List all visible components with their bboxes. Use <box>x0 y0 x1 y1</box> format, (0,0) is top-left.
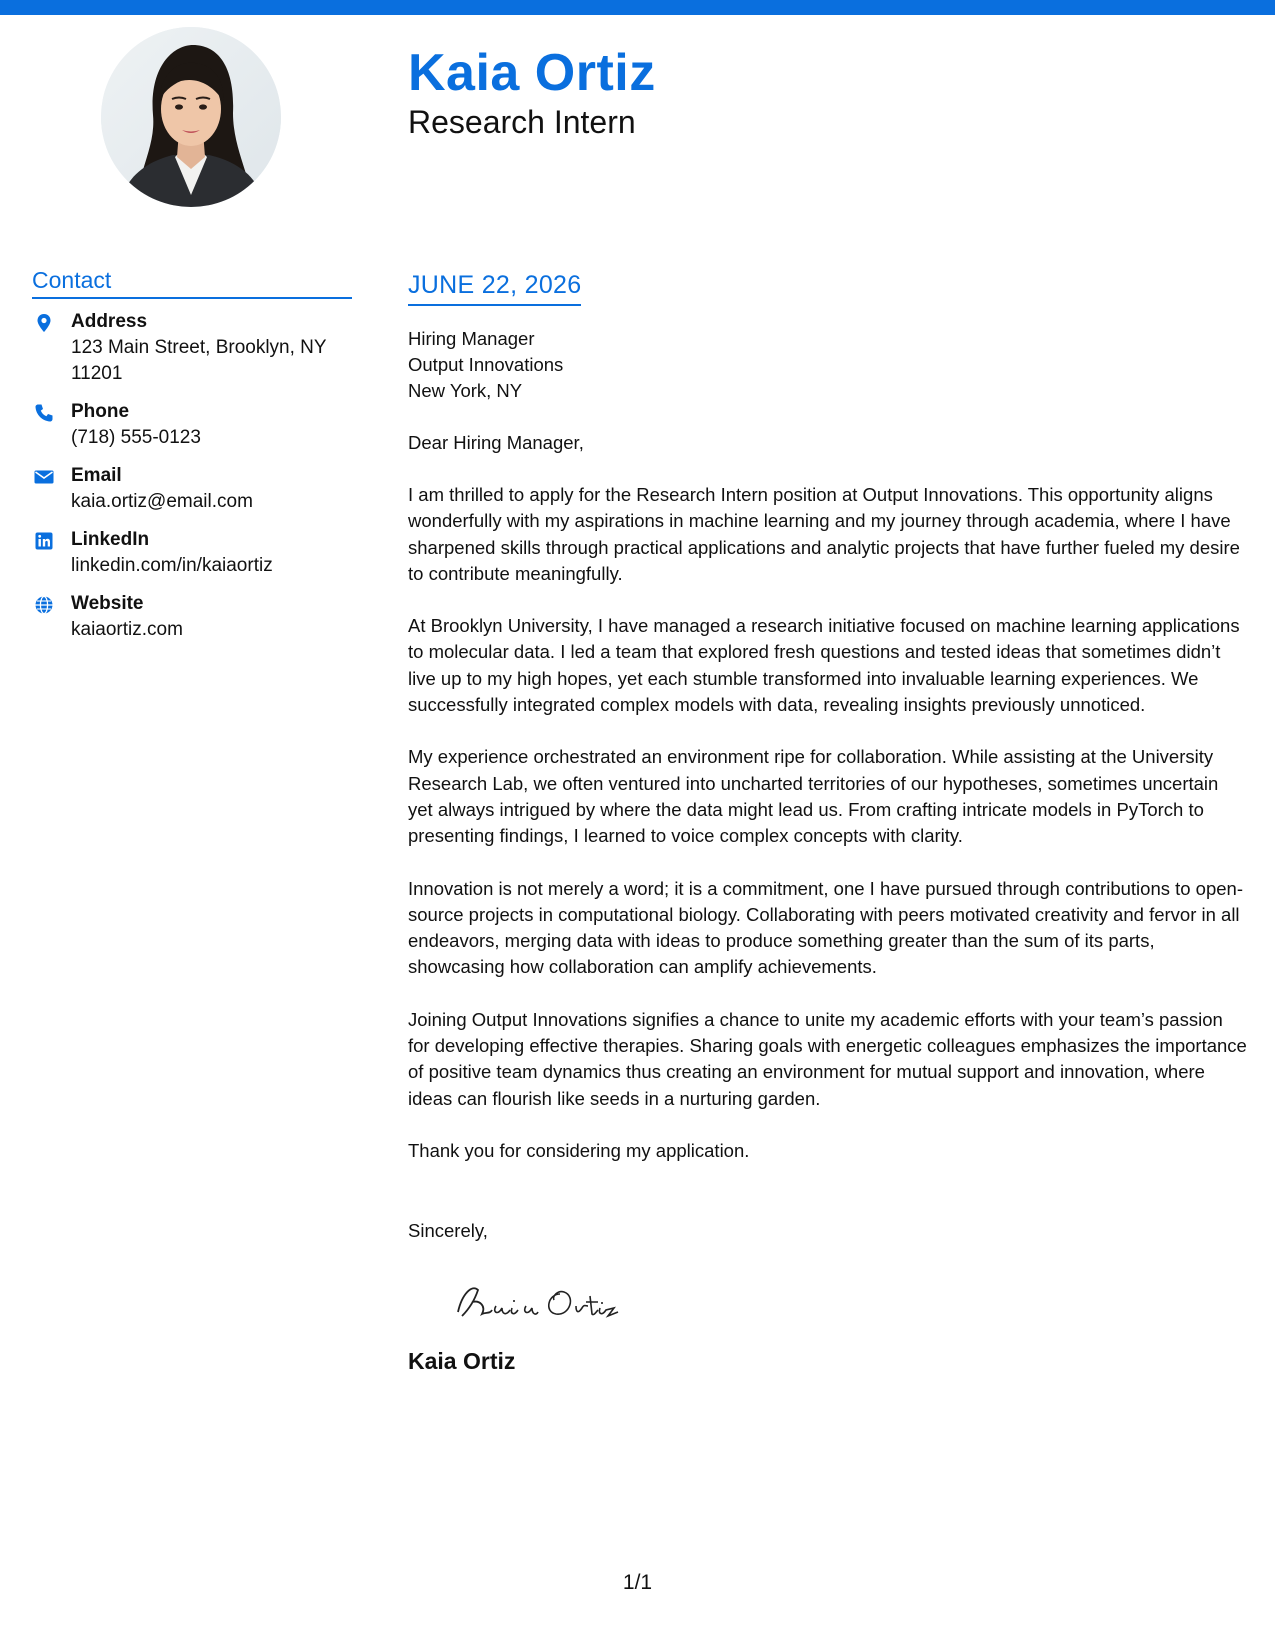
website-value: kaiaortiz.com <box>71 619 183 640</box>
top-accent-bar <box>0 0 1275 15</box>
contact-item-address <box>32 309 352 387</box>
contact-item-phone <box>32 399 352 451</box>
linkedin-value: linkedin.com/in/kaiaortiz <box>71 555 273 576</box>
closing: Sincerely, <box>408 1219 488 1241</box>
phone-icon <box>34 403 54 423</box>
linkedin-icon <box>34 531 54 551</box>
recipient-line: Output Innovations <box>408 354 564 375</box>
body-paragraph: My experience orchestrated an environment ripe for collaboration. While assisting at the University Research Lab, we often ventured into uncharted territories of our hypotheses, sometimes uncertain yet always intrigued by where the data might lead us. From crafting intricate models in PyTorch to presenting findings, I learned to voice complex concepts with clarity. <box>408 746 1219 847</box>
salutation: Dear Hiring Manager, <box>408 432 584 453</box>
recipient-line: New York, NY <box>408 380 523 401</box>
contact-item-email <box>32 463 352 515</box>
body-paragraph: Innovation is not merely a word; it is a commitment, one I have pursued through contributions to open-source projects in computational biology. Collaborating with peers motivated creativity and fervor in all endeavors, merging data with ideas to produce something greater than the sum of its parts, showcasing how collaboration can amplify achievements. <box>408 877 1244 978</box>
map-pin-icon <box>34 313 54 333</box>
letter-body <box>408 268 1248 1376</box>
phone-label: Phone <box>71 401 130 422</box>
contact-item-website <box>32 591 352 643</box>
address-label: Address <box>71 311 148 332</box>
contact-item-linkedin <box>32 527 352 579</box>
email-value: kaia.ortiz@email.com <box>71 491 253 512</box>
body-paragraph: I am thrilled to apply for the Research Intern position at Output Innovations. This opportunity aligns wonderfully with my aspirations in machine learning and my journey through academia, where I have sharpened skills through practical applications and analytic projects that have further fueled my desire to contribute meaningfully. <box>408 484 1240 584</box>
linkedin-label: LinkedIn <box>71 529 150 550</box>
applicant-name: Kaia Ortiz <box>408 44 656 102</box>
handwritten-signature <box>448 1272 1248 1332</box>
website-label: Website <box>71 593 144 614</box>
letter-date: JUNE 22, 2026 <box>408 268 581 306</box>
profile-photo <box>101 27 281 207</box>
contact-heading: Contact <box>32 265 352 299</box>
phone-value: (718) 555-0123 <box>71 427 201 448</box>
address-value: 123 Main Street, Brooklyn, NY 11201 <box>71 337 327 384</box>
contact-sidebar <box>32 265 352 655</box>
body-paragraph: At Brooklyn University, I have managed a research initiative focused on machine learning applications to molecular data. I led a team that explored fresh questions and tested ideas that sometimes didn’t live up to my high hopes, yet each stumble transformed into invaluable learning experiences. We successfully integrated complex models with data, revealing insights previously unnoticed. <box>408 615 1240 716</box>
recipient-line: Hiring Manager <box>408 328 535 349</box>
email-icon <box>34 467 54 487</box>
signer-name: Kaia Ortiz <box>408 1347 516 1374</box>
page-number: 1/1 <box>622 1571 653 1594</box>
email-label: Email <box>71 465 122 486</box>
globe-icon <box>34 595 54 615</box>
body-paragraph: Joining Output Innovations signifies a chance to unite my academic efforts with your team’s passion for developing effective therapies. Sharing goals with energetic colleagues emphasizes the importance of positive team dynamics thus creating an environment for mutual support and innovation, where ideas can flourish like seeds in a nurturing garden. <box>408 1008 1247 1109</box>
job-title: Research Intern <box>408 104 636 140</box>
thanks-line: Thank you for considering my application. <box>408 1139 750 1161</box>
recipient-block <box>408 326 1248 404</box>
